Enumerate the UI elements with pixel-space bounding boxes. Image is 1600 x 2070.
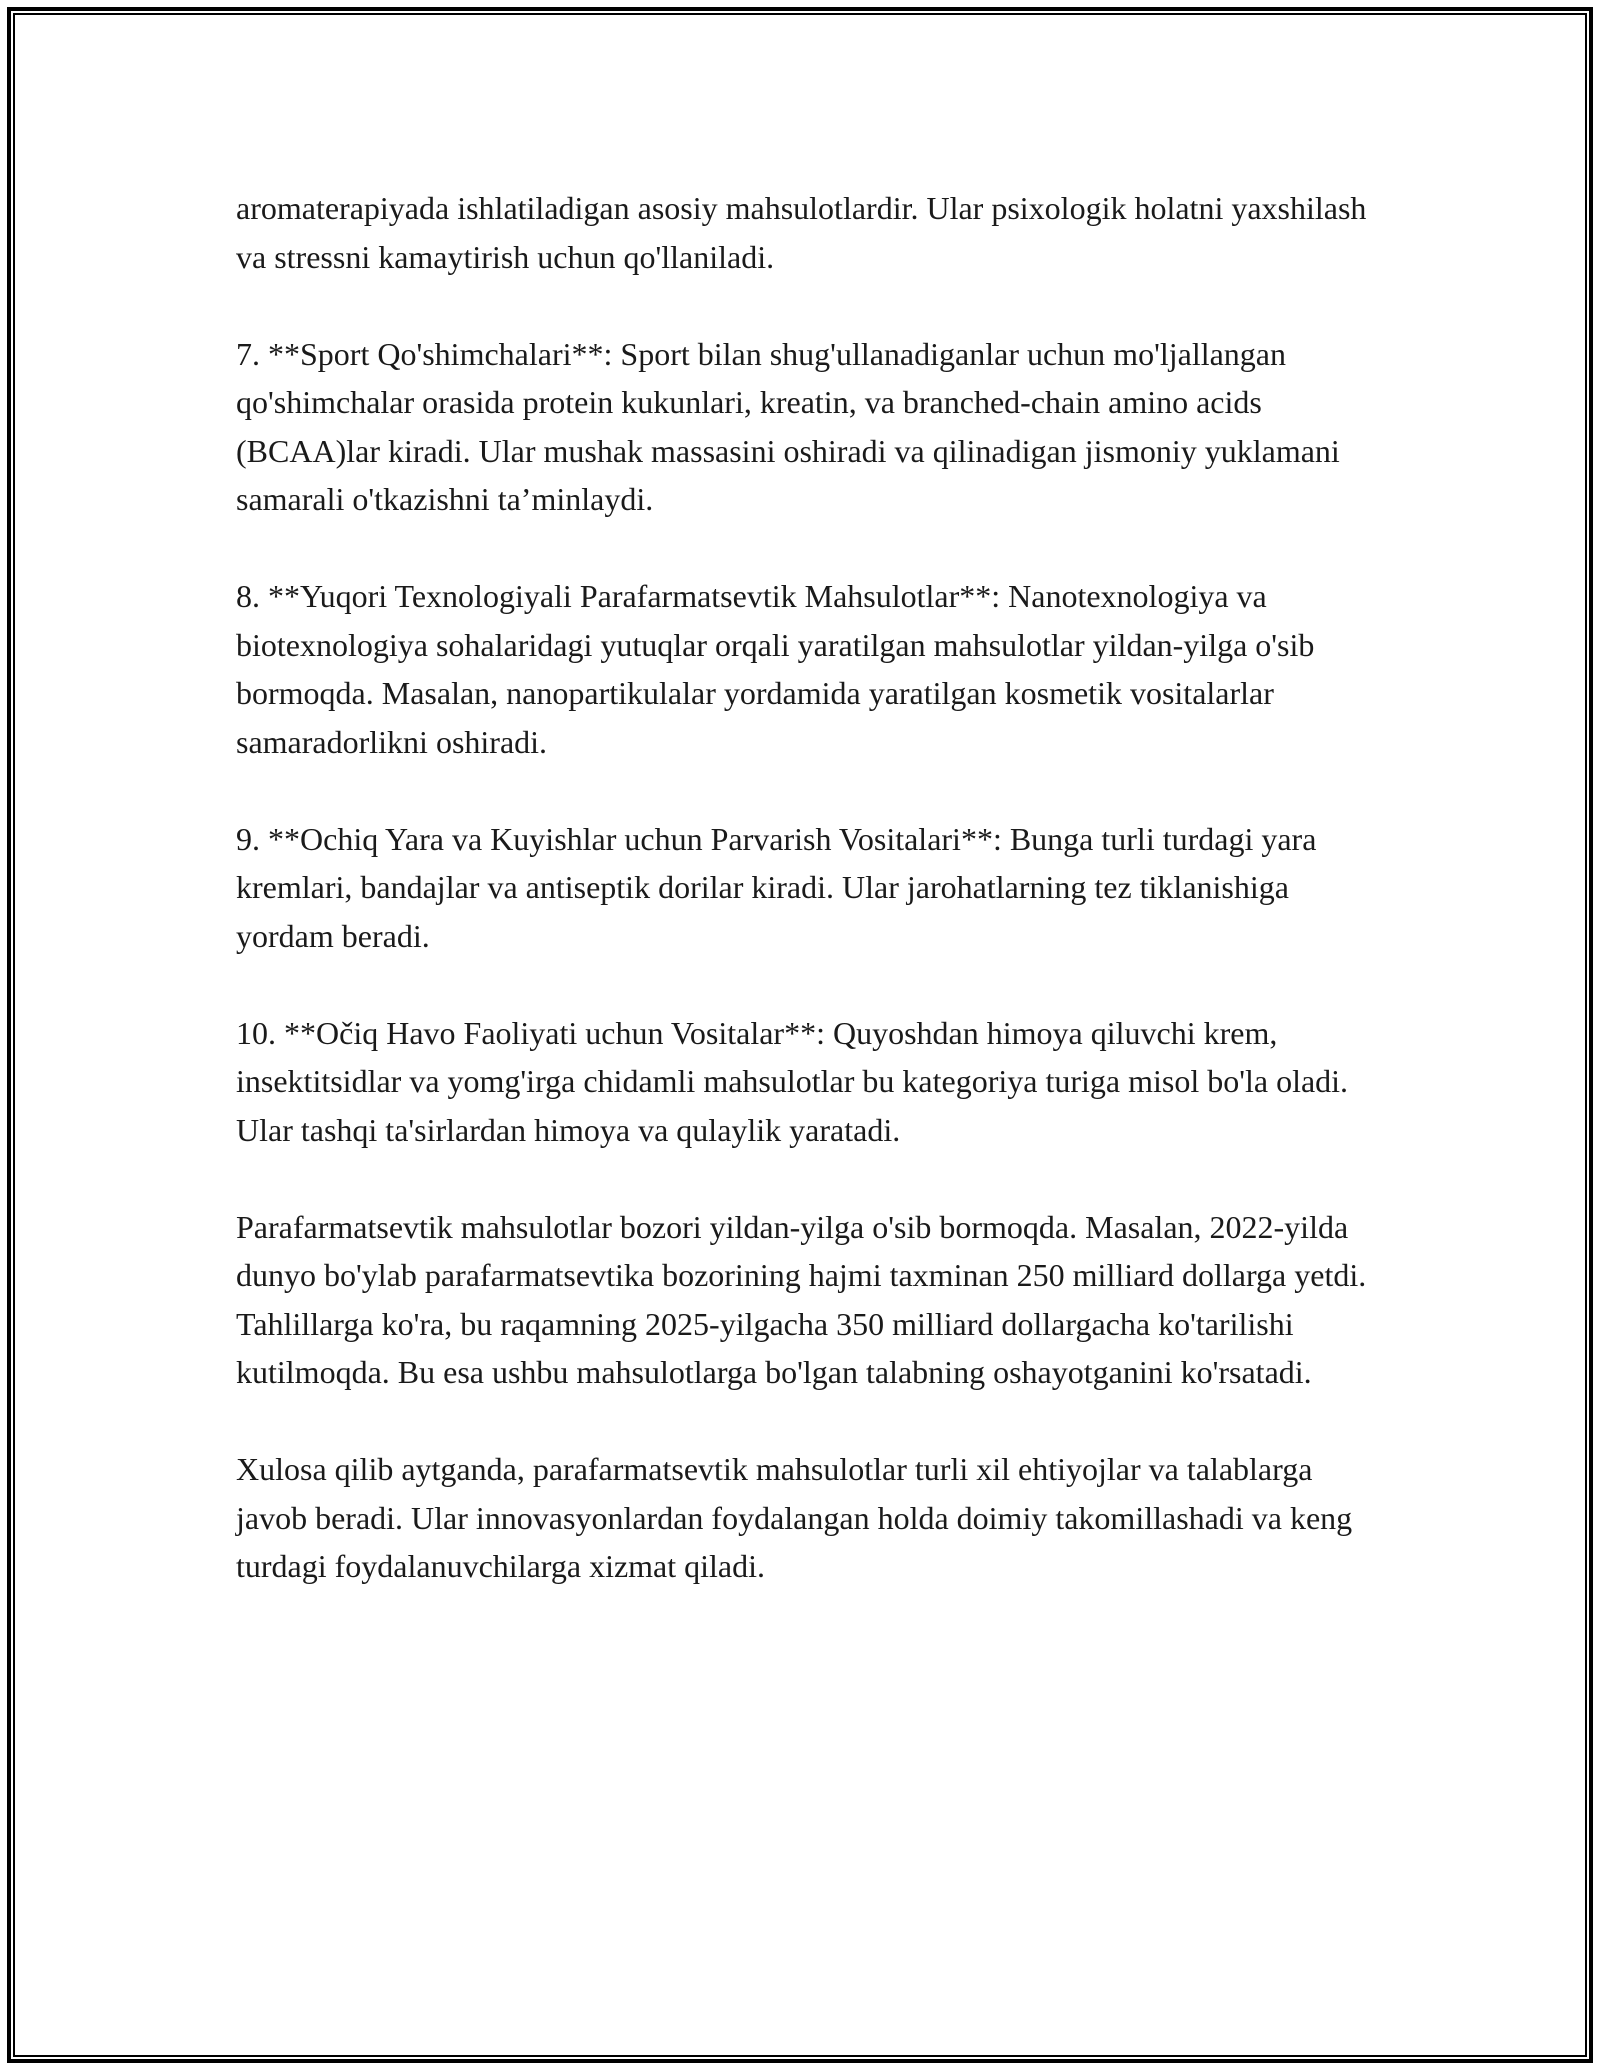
paragraph-item-10-havo: 10. **Očiq Havo Faoliyati uchun Vositalar**: Quyoshdan himoya qiluvchi krem, insektitsidlar va yomg'irga chidamli mahsulotlar bu kategoriya turiga misol bo'la oladi. Ular tashqi ta'sirlardan himoya va qulaylik yaratadi. [236,1014,1349,1148]
paragraph-item-9-yara: 9. **Ochiq Yara va Kuyishlar uchun Parvarish Vositalari**: Bunga turli turdagi yara kremlari, bandajlar va antiseptik dorilar kiradi. Ular jarohatlarning tez tiklanishiga yordam beradi. [236,820,1317,954]
paragraph-item-8-texnologiya: 8. **Yuqori Texnologiyali Parafarmatsevtik Mahsulotlar**: Nanotexnologiya va biotexnologiya sohalaridagi yutuqlar orqali yaratilgan mahsulotlar yildan-yilga o'sib bormoqda. Masalan, nanopartikulalar yordamida yaratilgan kosmetik vositalarlar samaradorlikni oshiradi. [236,578,1315,760]
paragraph-bozor: Parafarmatsevtik mahsulotlar bozori yildan-yilga o'sib bormoqda. Masalan, 2022-yilda dunyo bo'ylab parafarmatsevtika bozorining hajmi taxminan 250 milliard dollarga yetdi. Tahlillarga ko'ra, bu raqamning 2025-yilgacha 350 milliard dollargacha ko'tarilishi kutilmoqda. Bu esa ushbu mahsulotlarga bo'lgan talabning oshayotganini ko'rsatadi. [236,1208,1367,1390]
paragraph-xulosa: Xulosa qilib aytganda, parafarmatsevtik mahsulotlar turli xil ehtiyojlar va talablarga javob beradi. Ular innovasyonlardan foydalangan holda doimiy takomillashadi va keng turdagi foydalanuvchilarga xizmat qiladi. [236,1451,1353,1584]
paragraph-item-7-sport: 7. **Sport Qo'shimchalari**: Sport bilan shug'ullanadiganlar uchun mo'ljallangan qo'shimchalar orasida protein kukunlari, kreatin, va branched-chain amino acids (BCAA)lar kiradi. Ular mushak massasini oshiradi va qilinadigan jismoniy yuklamani samarali o'tkazishni ta’minlaydi. [236,335,1340,517]
document-body [236,184,1386,1591]
paragraph-aromaterapiya: aromaterapiyada ishlatiladigan asosiy mahsulotlardir. Ular psixologik holatni yaxshilash va stressni kamaytirish uchun qo'llaniladi. [236,190,1367,275]
